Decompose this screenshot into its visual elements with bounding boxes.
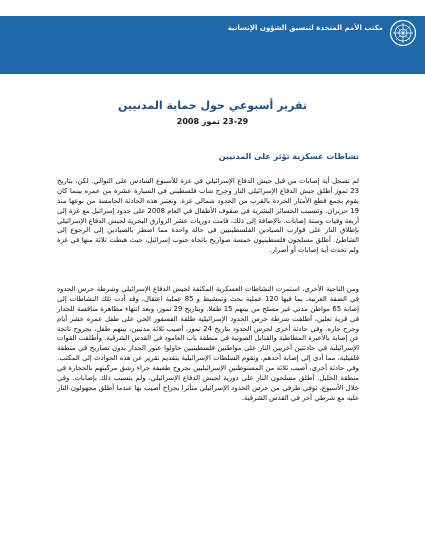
document-date: 23-29 تموز 2008 bbox=[176, 117, 249, 126]
document-title: تقرير أسبوعي حول حماية المدنيين bbox=[117, 99, 308, 112]
organization-name: مكتب الأمم المتحدة لتنسيق الشؤون الإنسانية bbox=[227, 24, 383, 32]
body-paragraph: لم تسجل أية إصابات من قبل جيش الدفاع الإسرائيلي في غزة للأسبوع السادس على التوالي. لكن، بتاريخ 23 تموز أطلق جيش الدفاع الإسرائيلي النار وجرح شاب فلسطيني في السيارة عشرة من عمره يينما كان يقوم بجمع قطع الأمتار الخردة بالقرب من الحدود شمالي غزة. وتعتبر هذه الحادثة الخامسة من نوعها منذ 19 حزيران. وتتسبب الخسائر البشرية في صفوف الأطفال في العام 2008 على حدود إسرائيل مع غزة إلى أربعة وفيات وستة إصابات. بالإضافة إلى ذلك، قامت دوريات عشر الزوارق البحرية لجيش الدفاع الإسرائيلي بإطلاق النار على قوارب الصيادين الفلسطينيين في حالة واحدة مما اضطر بالصيادين إلى الرجوع إلى الشاطئ. أطلق مسلحون فلسطينيون خمسة صواريخ باتجاه جنوب إسرائيل، حيث هبطت ثلاثة منها في غزة ولم تحدث أية إصابات أو أضرار. bbox=[57, 176, 359, 255]
section-heading: نشاطات عسكرية تؤثر على المدنيين bbox=[218, 152, 359, 161]
body-paragraph: ومن الناحية الأخرى، استمرت النشاطات العسكرية المكثفة لجيش الدفاع الإسرائيلي وشرطة حرس الحدود في الضفة الغربية، بما فيها 120 عملية بحث وتمشيط و 85 عملية اعتقال، وقد أدت تلك النشاطات إلى إصابة 65 مواطن مدني غير مسلح من بينهم 15 طفلا. وبتاريخ 29 تموز، وبعد انتهاء مظاهرة منافسة للجدار في قرية نعلين، أطلقت شرطة حرس الحدود الإسرائيلية طلقة الفسفور الحي على طفل عمره عشر أيام وجرح جاره. وفي حادثة أخرى لحرس الحدود بتاريخ 24 تموز، أصيب ثلاثة مدنيين، بينهم طفل، بجروح ناتجة عن إصابة بالأعيرة المطاطية والقنابل الصوتية في منطقة باب العامود في القدس الشرقية. وأطلقت القوات الإسرائيلية في حادثتين أخريين النار على مواطنين فلسطينيين حاولوا عبور الجدار بدون تصاريح في منطقة قلقيلية، مما أدى إلى إصابة أحدهم. وتقوم السلطات الإسرائيلية بتقديم تقرير عن هذه الحوادث إلى المكتب. وفي حادثة أخرى، أصيب ثلاثة من المستوطنين الإسرائيليين بجروح طفيفة جراء رشق مركبتهم بالحجارة في منطقة الخليل. أطلق مسلحون النار على دورية لجيش الدفاع الإسرائيلي، ولم يتسبب ذلك بإصابات. وفي خلال الأسبوع، توفي طرفي من حرس الحدود الإسرائيلي متأثرا بجراح أصيب بها عندما أطلق مجهولون النار عليه مع شرطي آخر في القدس الشرقية. bbox=[57, 284, 359, 402]
un-emblem-icon bbox=[389, 19, 417, 47]
